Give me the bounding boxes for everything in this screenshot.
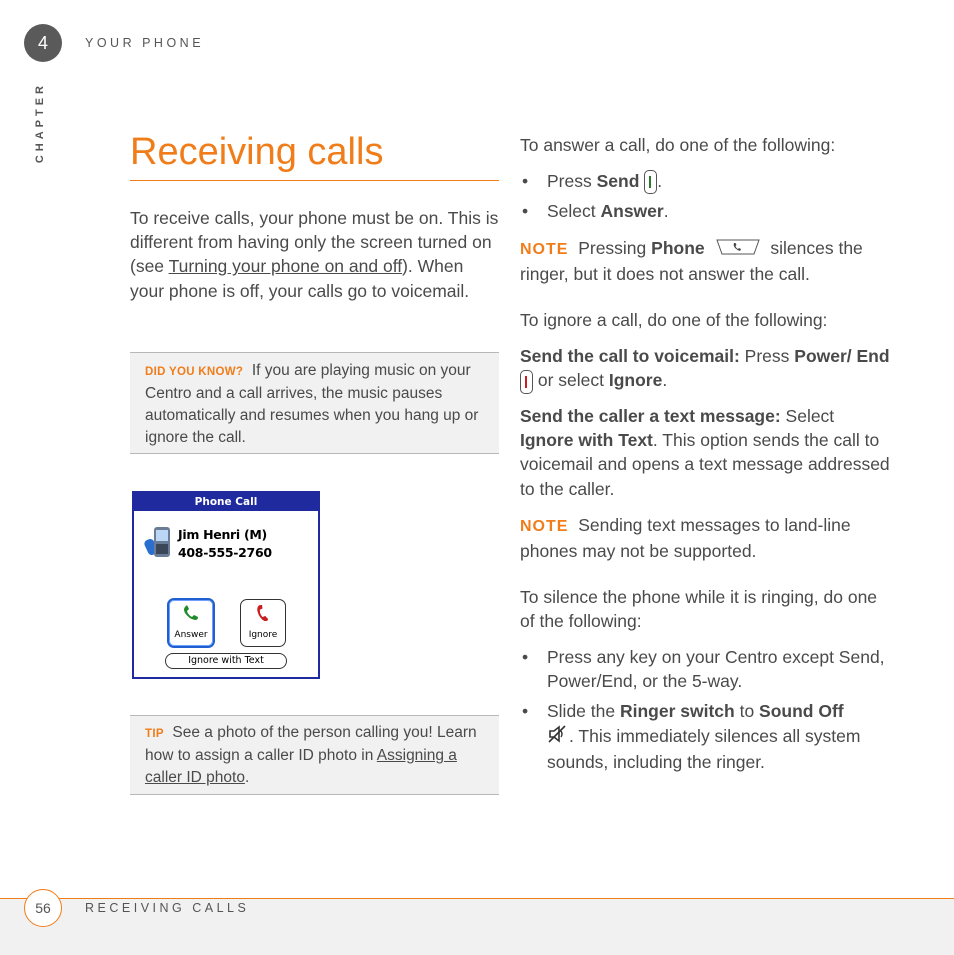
note1-post: silences the ringer, but it does not answer the call.	[520, 238, 863, 285]
silence-intro: To silence the phone while it is ringing, do one of the following:	[520, 587, 878, 632]
intro-text: To receive calls, your phone must be on. This is different from having only the screen turned on (see	[130, 208, 499, 277]
vm-post: or select	[533, 370, 609, 391]
send-key-name: Send	[596, 171, 640, 191]
ringer-switch-name: Ringer switch	[619, 701, 735, 722]
page-title: Receiving calls	[130, 131, 384, 173]
ignore-button[interactable]	[240, 599, 286, 647]
did-you-know-label: DID YOU KNOW?	[145, 366, 244, 378]
note-label: NOTE	[520, 241, 569, 258]
phone-handset-icon	[144, 525, 174, 563]
answer-button[interactable]	[167, 598, 215, 648]
send-to-voicemail-heading: Send the call to voicemail:	[520, 346, 740, 366]
txt-mid: Select	[780, 406, 835, 426]
ignore-label: Ignore	[248, 630, 278, 640]
ignore-phone-icon	[254, 605, 272, 624]
power-end-key-name: Power/ End	[794, 346, 890, 366]
assigning-caller-id-photo-link[interactable]: Assigning a caller ID photo	[145, 747, 457, 786]
phone-key-name: Phone	[651, 238, 705, 258]
ignore-with-text-button[interactable]: Ignore with Text	[165, 653, 287, 669]
sound-off-name: Sound Off	[759, 701, 844, 722]
list-item	[520, 199, 890, 223]
answer-b2-post: .	[663, 201, 669, 222]
answer-phone-icon	[182, 605, 200, 624]
caller-number: 408-555-2760	[178, 545, 272, 560]
chapter-number-badge: 4	[24, 24, 62, 62]
note2-text: Sending text messages to land-line phones may not be supported.	[520, 515, 851, 562]
note1-pre: Pressing	[578, 238, 652, 258]
ignore-option-name: Ignore	[608, 370, 663, 391]
silence-b2-post: . This immediately silences all system sounds, including the ringer.	[547, 725, 861, 773]
note-phone-key	[520, 236, 890, 286]
vm-mid: Press	[739, 346, 795, 366]
tip-text-end: .	[244, 769, 250, 786]
list-item	[520, 169, 890, 194]
silence-b2-mid: to	[734, 701, 760, 722]
note-label: NOTE	[520, 518, 569, 535]
ignore-intro: To ignore a call, do one of the following:	[520, 310, 828, 330]
answer-list	[520, 169, 890, 224]
tip-box	[130, 715, 499, 795]
tip-text: See a photo of the person calling you! Learn how to assign a caller ID photo in	[145, 724, 477, 764]
send-text-message-paragraph	[520, 404, 890, 501]
page-number-badge: 56	[24, 889, 62, 927]
list-item	[520, 699, 890, 774]
running-head: YOUR PHONE	[85, 36, 205, 50]
title-divider	[130, 180, 499, 181]
phone-call-title-bar: Phone Call	[134, 493, 318, 511]
intro-paragraph	[130, 206, 500, 303]
turning-phone-on-off-link[interactable]: Turning your phone on and off	[168, 256, 403, 277]
answer-b2-pre: Select	[547, 201, 601, 222]
tip-label: TIP	[145, 728, 164, 740]
intro-text-end: ). When your phone is off, your calls go to voicemail.	[130, 256, 470, 301]
txt-post: . This option sends the call to voicemail and opens a text message addressed to the caller.	[520, 430, 890, 499]
send-key-icon	[644, 170, 657, 194]
caller-name: Jim Henri (M)	[178, 527, 267, 542]
did-you-know-text: If you are playing music on your Centro and a call arrives, the music pauses automatically and resumes when you hang up or ignore the call.	[145, 362, 479, 446]
silence-b1: Press any key on your Centro except Send, Power/End, or the 5-way.	[547, 647, 885, 692]
answer-key-name: Answer	[600, 201, 664, 222]
note-land-line	[520, 513, 890, 563]
sound-off-icon	[547, 724, 569, 750]
answer-b1-pre: Press	[547, 171, 597, 191]
ignore-with-text-option-name: Ignore with Text	[520, 430, 653, 451]
answer-b1-post: .	[657, 171, 663, 191]
footer-section-title: RECEIVING CALLS	[85, 901, 250, 915]
silence-list	[520, 645, 890, 774]
silence-b2-pre: Slide the	[547, 701, 620, 722]
send-to-voicemail-paragraph	[520, 344, 890, 394]
vm-end: .	[662, 370, 668, 391]
answer-label: Answer	[174, 630, 208, 640]
power-end-key-icon	[520, 370, 533, 394]
phone-key-icon	[716, 237, 760, 261]
chapter-label: CHAPTER	[34, 82, 46, 164]
answer-intro: To answer a call, do one of the following:	[520, 135, 836, 155]
list-item	[520, 645, 890, 693]
send-text-heading: Send the caller a text message:	[520, 406, 781, 426]
did-you-know-box	[130, 352, 499, 454]
phone-call-screenshot	[132, 491, 320, 679]
